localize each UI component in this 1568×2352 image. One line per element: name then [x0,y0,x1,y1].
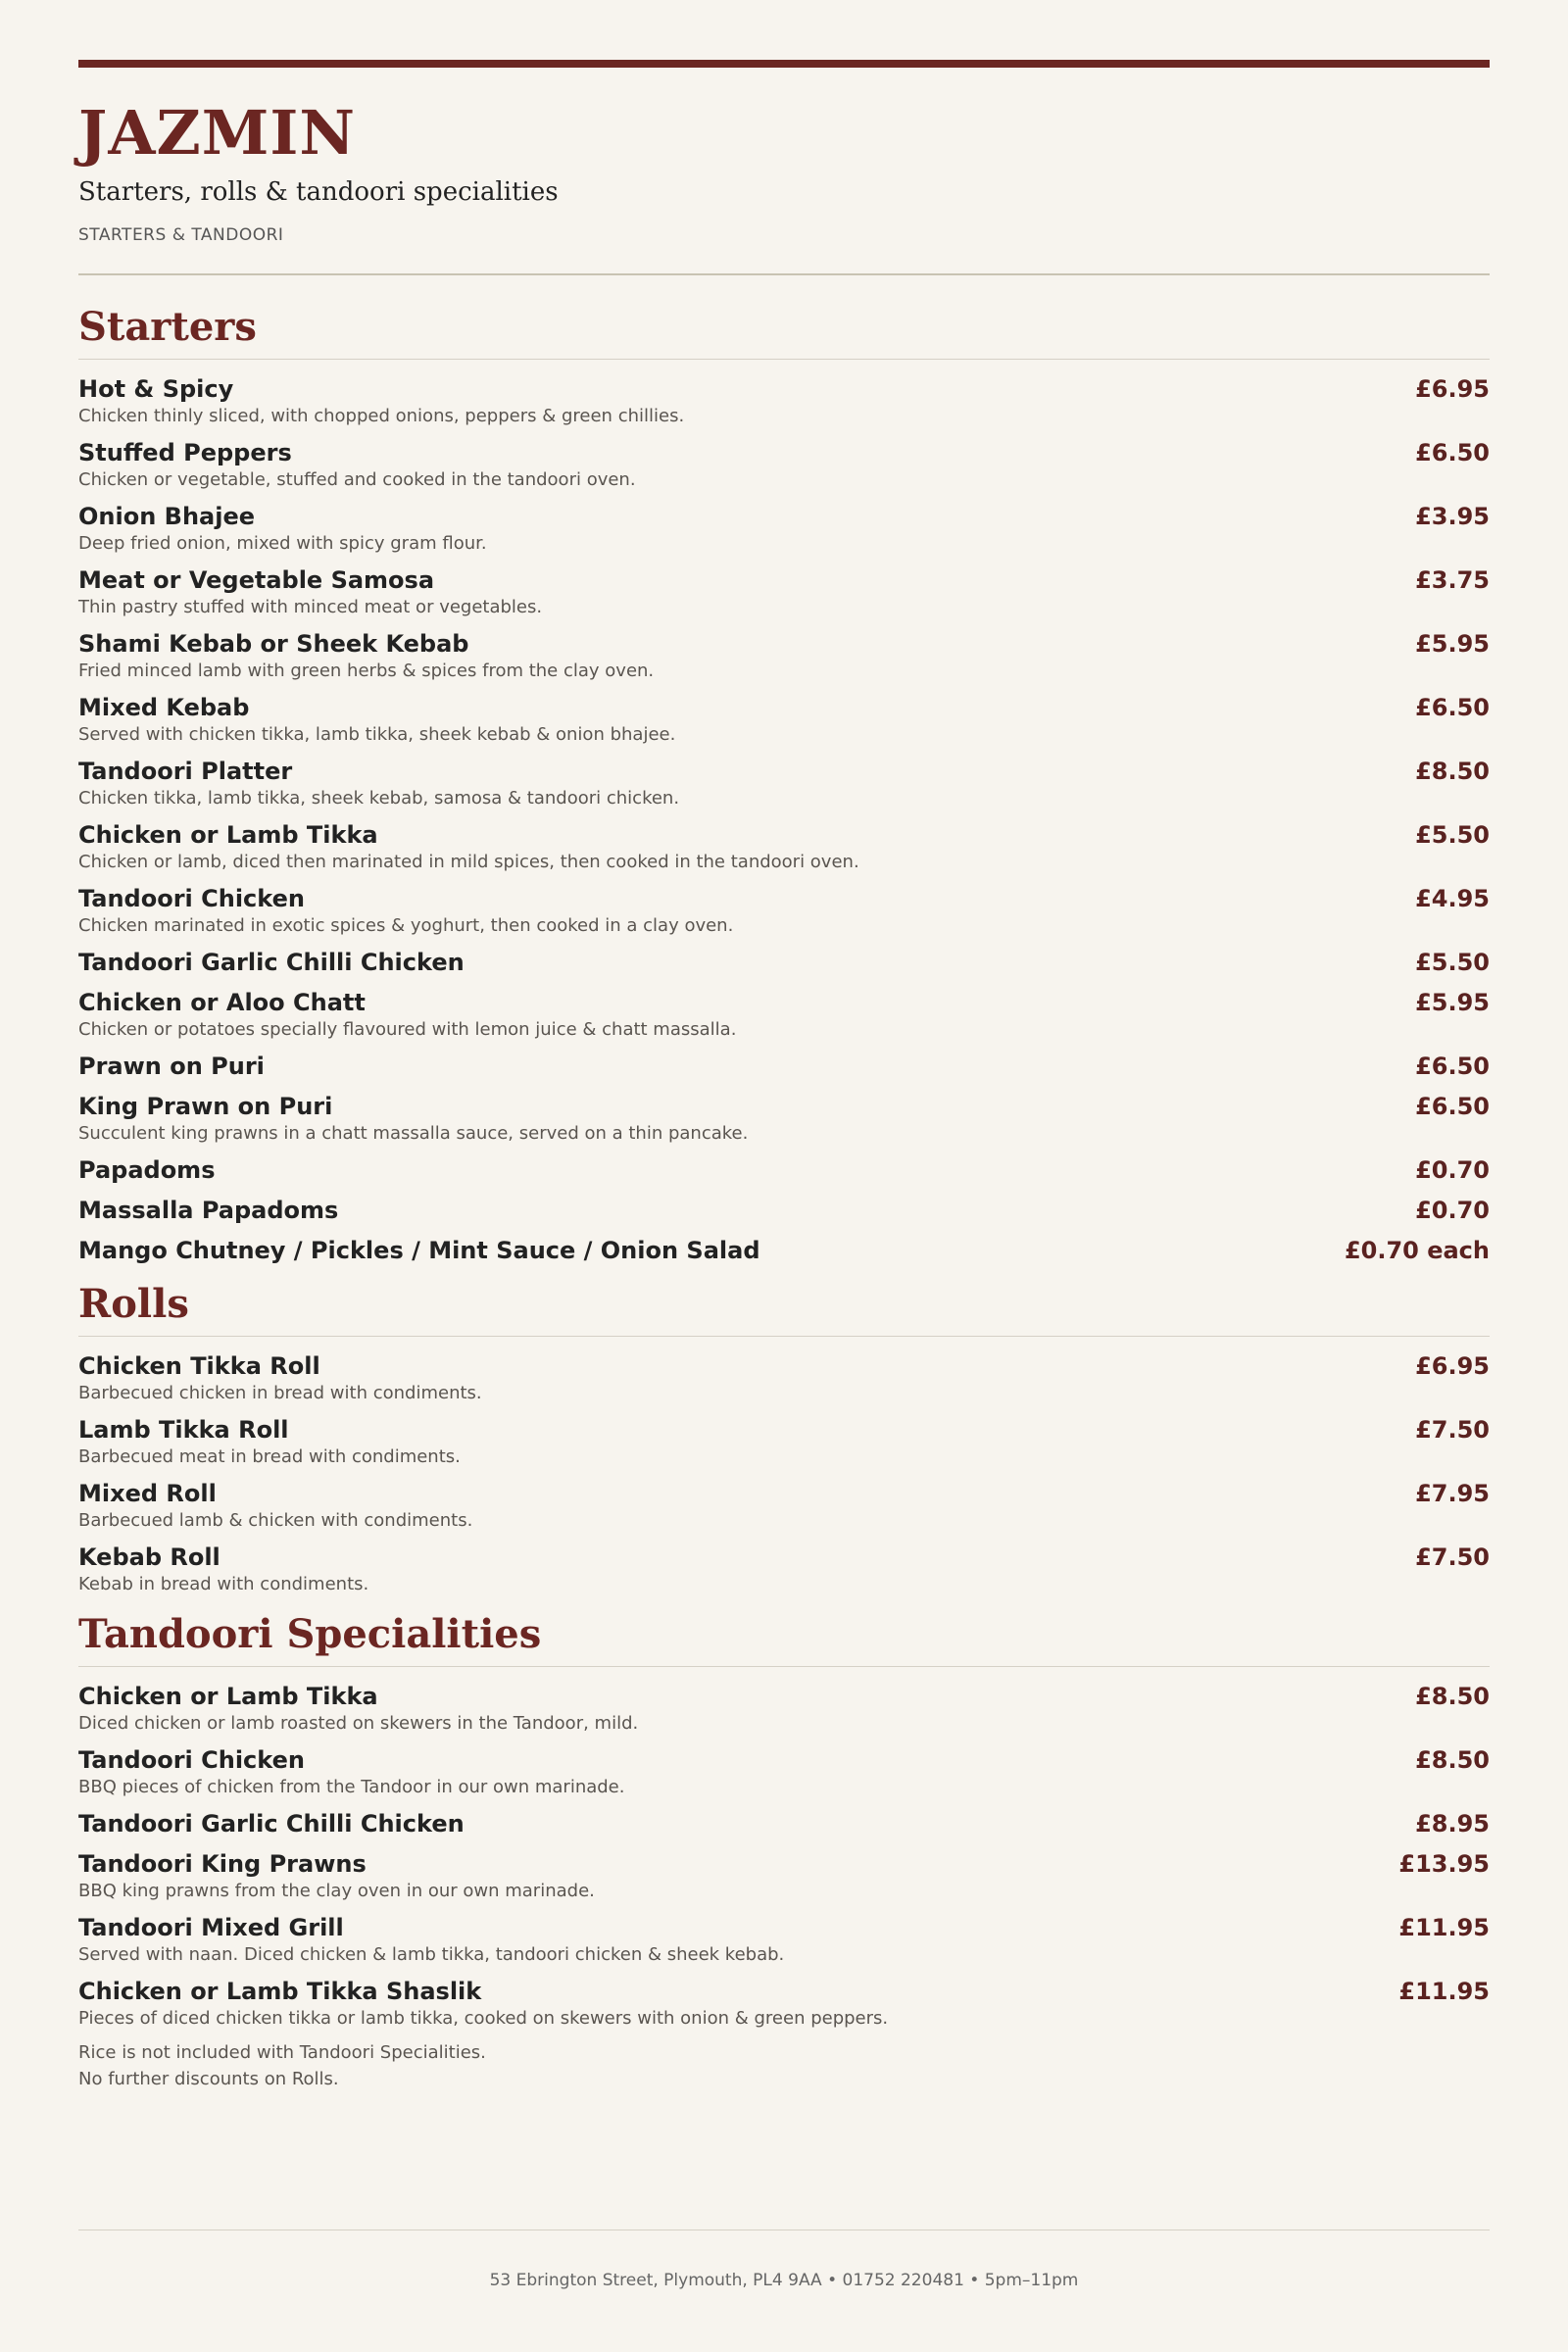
item-description: Chicken or lamb, diced then marinated in mild spices, then cooked in the tandoori oven. [78,852,859,872]
item-price: £11.95 [1398,1914,1490,1941]
item-description: BBQ king prawns from the clay oven in our own marinade. [78,1881,595,1901]
menu-item-row [78,1235,1490,1266]
item-price: £3.95 [1415,503,1490,530]
menu-item-row [78,1976,1490,2007]
item-name: Massalla Papadoms [78,1197,339,1224]
menu-content [78,298,1490,2098]
section-divider [78,1336,1490,1337]
menu-item [78,1912,1490,1967]
menu-item-row [78,437,1490,468]
item-price: £7.50 [1415,1416,1490,1444]
item-description: Diced chicken or lamb roasted on skewers in the Tandoor, mild. [78,1713,639,1734]
menu-item-row [78,1912,1490,1943]
menu-item [78,819,1490,874]
menu-item [78,1350,1490,1405]
menu-item [78,692,1490,747]
item-name: Tandoori Platter [78,758,293,785]
menu-subtitle: Starters, rolls & tandoori specialities [78,177,559,207]
item-name: Tandoori King Prawns [78,1850,367,1878]
item-price: £8.50 [1415,1683,1490,1710]
item-price: £8.50 [1415,1746,1490,1774]
item-name: Chicken or Lamb Tikka [78,1683,378,1710]
menu-item-row [78,1350,1490,1382]
menu-item-row [78,1808,1490,1839]
menu-item-row [78,1848,1490,1880]
menu-item [78,987,1490,1042]
menu-item-row [78,501,1490,532]
item-price: £5.95 [1415,630,1490,658]
item-price: £6.50 [1415,1093,1490,1120]
menu-item-row [78,1091,1490,1122]
item-name: Tandoori Chicken [78,885,305,912]
footer-contact: 53 Ebrington Street, Plymouth, PL4 9AA • 01752 220481 • 5pm–11pm [489,2271,1079,2290]
menu-item-row [78,373,1490,405]
item-name: Shami Kebab or Sheek Kebab [78,630,469,658]
item-price: £6.50 [1415,439,1490,466]
item-price: £3.75 [1415,566,1490,594]
menu-item [78,501,1490,556]
item-description: Chicken or potatoes specially flavoured with lemon juice & chatt massalla. [78,1019,737,1040]
item-name: Mixed Kebab [78,694,250,721]
menu-note: No further discounts on Rolls. [78,2069,339,2089]
item-price: £6.50 [1415,1053,1490,1080]
item-name: Meat or Vegetable Samosa [78,566,435,594]
menu-item [78,628,1490,683]
section-title: Starters [78,304,257,350]
menu-item [78,947,1490,978]
menu-item-row [78,1478,1490,1509]
menu-section [78,1605,1490,2092]
item-price: £0.70 [1415,1156,1490,1184]
item-price: £0.70 [1415,1197,1490,1224]
item-description: Kebab in bread with condiments. [78,1574,369,1594]
item-description: Barbecued lamb & chicken with condiments. [78,1510,473,1531]
menu-item-row [78,628,1490,660]
header-divider [78,273,1490,275]
menu-item [78,1478,1490,1533]
menu-item-row [78,819,1490,851]
item-price: £6.95 [1415,1352,1490,1380]
menu-item-row [78,1542,1490,1573]
item-description: Deep fried onion, mixed with spicy gram flour. [78,533,487,554]
item-description: Barbecued chicken in bread with condiments. [78,1383,482,1403]
menu-item [78,883,1490,938]
item-name: Tandoori Garlic Chilli Chicken [78,949,465,976]
item-price: £5.50 [1415,949,1490,976]
item-price: £6.95 [1415,375,1490,403]
item-name: Mixed Roll [78,1480,217,1507]
item-name: Tandoori Garlic Chilli Chicken [78,1810,465,1838]
menu-item [78,756,1490,810]
menu-item [78,1808,1490,1839]
item-price: £8.50 [1415,758,1490,785]
item-description: Chicken marinated in exotic spices & yoghurt, then cooked in a clay oven. [78,915,734,936]
menu-item [78,1681,1490,1736]
restaurant-title: JAZMIN [78,97,357,169]
item-description: Served with chicken tikka, lamb tikka, sheek kebab & onion bhajee. [78,724,676,745]
menu-item-row [78,1051,1490,1082]
top-rule [78,60,1490,68]
menu-item [78,1154,1490,1186]
menu-item-row [78,756,1490,787]
menu-item-row [78,1154,1490,1186]
section-divider [78,359,1490,360]
item-price: £7.50 [1415,1544,1490,1571]
menu-note: Rice is not included with Tandoori Specialities. [78,2042,486,2063]
item-name: Kebab Roll [78,1544,220,1571]
item-description: Chicken thinly sliced, with chopped onions, peppers & green chillies. [78,406,685,426]
item-name: Papadoms [78,1156,216,1184]
item-name: Chicken or Lamb Tikka [78,821,378,849]
item-name: Chicken or Aloo Chatt [78,989,366,1016]
menu-tag: STARTERS & TANDOORI [78,225,284,245]
item-price: £7.95 [1415,1480,1490,1507]
menu-item [78,1542,1490,1596]
menu-item-row [78,883,1490,914]
item-name: Onion Bhajee [78,503,255,530]
menu-item-row [78,692,1490,723]
item-name: Chicken or Lamb Tikka Shaslik [78,1978,482,2005]
menu-section [78,298,1490,1266]
item-name: Mango Chutney / Pickles / Mint Sauce / Onion Salad [78,1237,760,1264]
menu-item [78,437,1490,492]
menu-item-row [78,1414,1490,1446]
item-description: Chicken or vegetable, stuffed and cooked in the tandoori oven. [78,469,636,490]
menu-item [78,1195,1490,1226]
item-price: £0.70 each [1344,1237,1490,1264]
item-description: Served with naan. Diced chicken & lamb tikka, tandoori chicken & sheek kebab. [78,1944,785,1965]
item-price: £11.95 [1398,1978,1490,2005]
item-price: £5.95 [1415,989,1490,1016]
menu-item [78,373,1490,428]
menu-item [78,564,1490,619]
item-price: £13.95 [1398,1850,1490,1878]
menu-item [78,1051,1490,1082]
item-description: Barbecued meat in bread with condiments. [78,1446,461,1467]
menu-item [78,1744,1490,1799]
item-description: Chicken tikka, lamb tikka, sheek kebab, samosa & tandoori chicken. [78,788,680,808]
menu-item-row [78,1195,1490,1226]
item-name: Prawn on Puri [78,1053,265,1080]
item-name: Stuffed Peppers [78,439,292,466]
item-name: Tandoori Mixed Grill [78,1914,344,1941]
menu-section [78,1275,1490,1596]
item-price: £4.95 [1415,885,1490,912]
item-price: £6.50 [1415,694,1490,721]
menu-item-row [78,987,1490,1018]
item-name: Chicken Tikka Roll [78,1352,320,1380]
item-description: Succulent king prawns in a chatt massalla sauce, served on a thin pancake. [78,1123,749,1144]
section-title: Tandoori Specialities [78,1611,542,1657]
item-name: Tandoori Chicken [78,1746,305,1774]
item-description: Fried minced lamb with green herbs & spices from the clay oven. [78,661,655,681]
section-title: Rolls [78,1281,189,1327]
section-divider [78,1666,1490,1667]
item-name: Hot & Spicy [78,375,234,403]
menu-item-row [78,1681,1490,1712]
menu-item-row [78,947,1490,978]
menu-item-row [78,1744,1490,1776]
item-price: £5.50 [1415,821,1490,849]
menu-item [78,1976,1490,2031]
item-name: King Prawn on Puri [78,1093,333,1120]
menu-item-row [78,564,1490,596]
menu-item [78,1848,1490,1903]
menu-item [78,1414,1490,1469]
menu-item [78,1235,1490,1266]
item-name: Lamb Tikka Roll [78,1416,289,1444]
menu-item [78,1091,1490,1146]
item-description: Pieces of diced chicken tikka or lamb tikka, cooked on skewers with onion & green peppers. [78,2008,889,2029]
item-price: £8.95 [1415,1810,1490,1838]
item-description: Thin pastry stuffed with minced meat or vegetables. [78,597,543,617]
menu-notes [78,2039,1490,2092]
item-description: BBQ pieces of chicken from the Tandoor in our own marinade. [78,1777,625,1797]
